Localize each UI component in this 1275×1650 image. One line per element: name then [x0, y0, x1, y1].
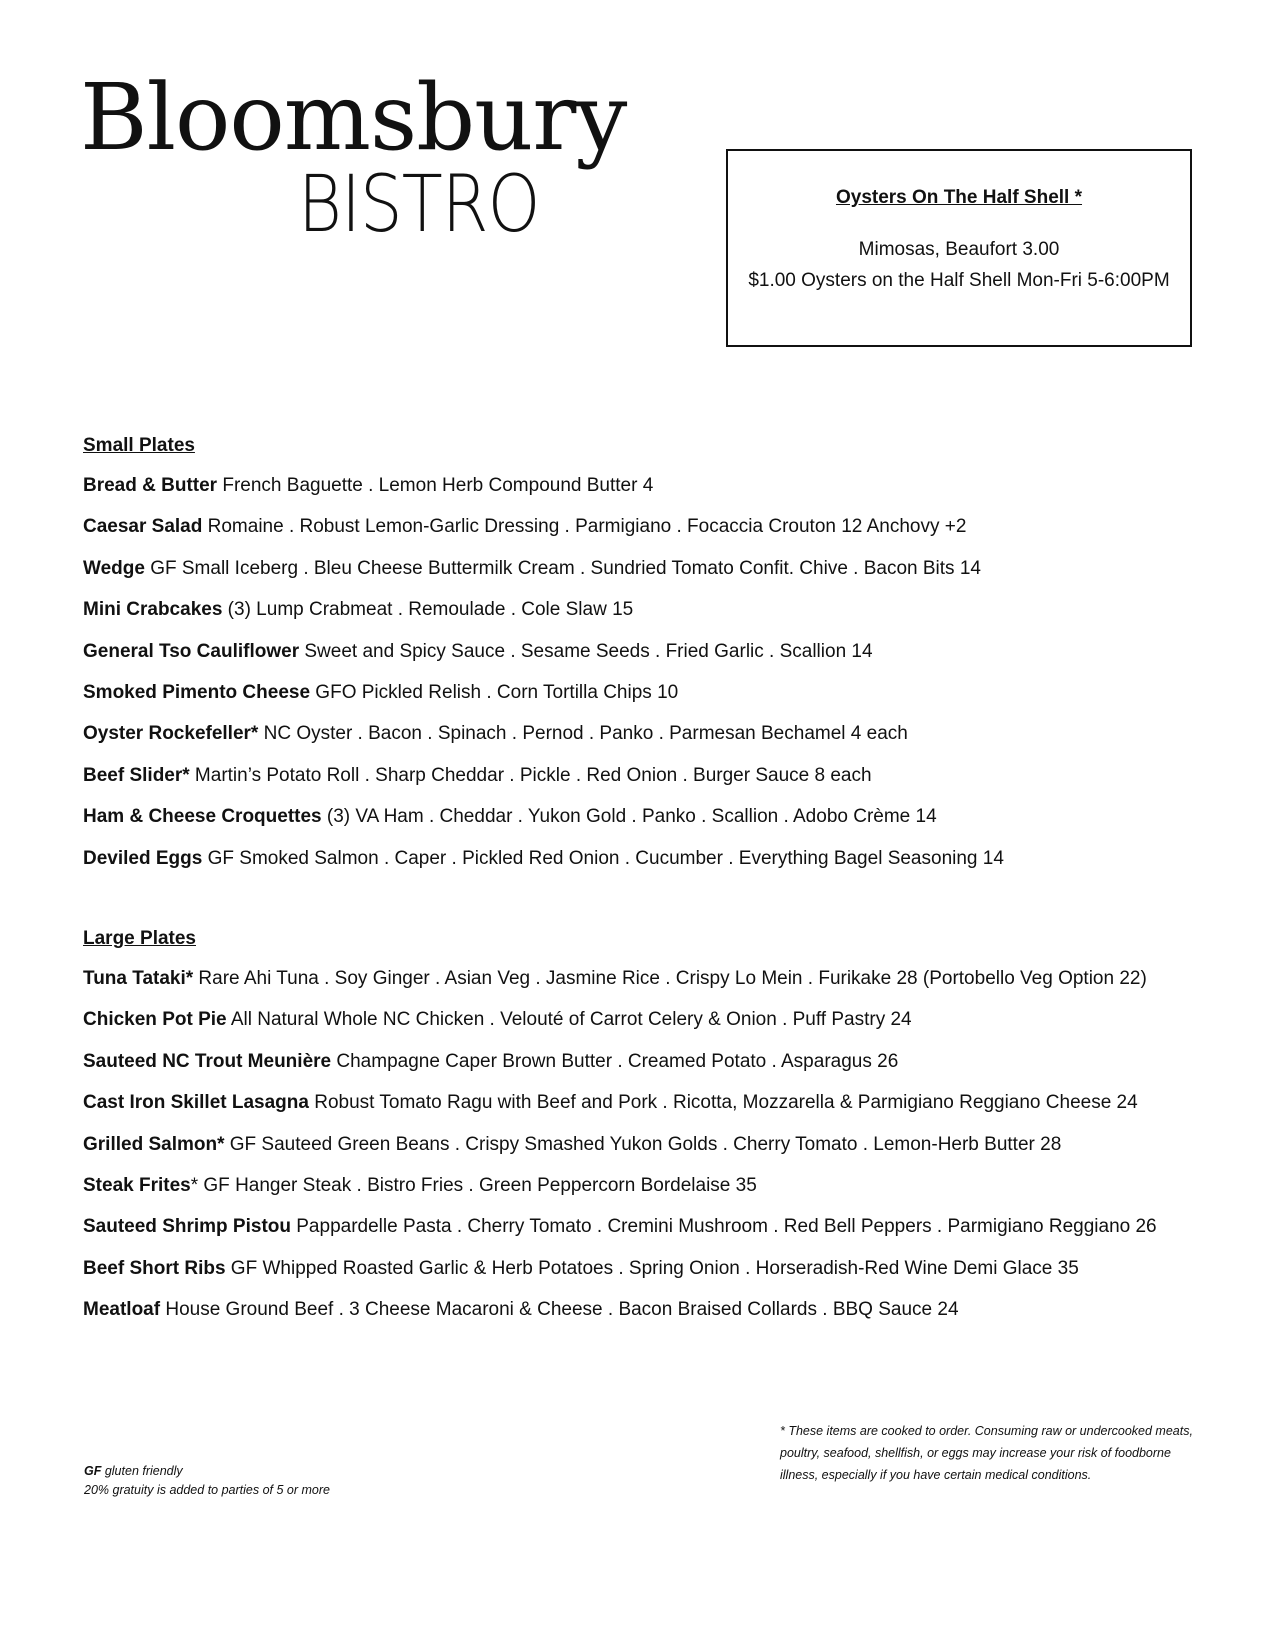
menu-item-name: Tuna Tataki* [83, 968, 194, 989]
menu-item-description: NC Oyster . Bacon . Spinach . Pernod . Panko . Parmesan Bechamel 4 each [258, 723, 908, 745]
menu-item [83, 517, 1233, 558]
menu-item [83, 476, 1233, 517]
menu-item [83, 559, 1233, 600]
menu-item-description: GF Sauteed Green Beans . Crispy Smashed Yukon Golds . Cherry Tomato . Lemon-Herb Butter 28 [224, 1133, 1062, 1155]
menu-item-name: Sauteed Shrimp Pistou [83, 1216, 291, 1238]
menu-item-description: Sweet and Spicy Sauce . Sesame Seeds . Fried Garlic . Scallion 14 [299, 640, 873, 662]
menu-item [83, 600, 1233, 641]
menu-item-name: Bread & Butter [83, 475, 218, 496]
menu-item-description: Romaine . Robust Lemon-Garlic Dressing . Parmigiano . Focaccia Crouton 12 Anchovy +2 [202, 516, 967, 538]
menu-item-name: Cast Iron Skillet Lasagna [83, 1092, 309, 1114]
menu-item [83, 1010, 1233, 1051]
menu-item-name: General Tso Cauliflower [83, 640, 300, 662]
menu-item-description: Robust Tomato Ragu with Beef and Pork . Ricotta, Mozzarella & Parmigiano Reggiano Cheese 24 [308, 1092, 1138, 1114]
menu-item-name: Sauteed NC Trout Meunière [83, 1050, 332, 1072]
promo-mimosas: Mimosas, Beaufort 3.00 [858, 239, 1060, 260]
menu-item-name: Steak Frites [83, 1174, 191, 1196]
menu-item-name: Wedge [83, 557, 145, 579]
menu-item-description: House Ground Beef . 3 Cheese Macaroni & Cheese . Bacon Braised Collards . BBQ Sauce 24 [160, 1299, 959, 1321]
menu-item-name: Oyster Rockefeller* [83, 723, 259, 745]
menu-item-description: (3) Lump Crabmeat . Remoulade . Cole Slaw 15 [222, 599, 634, 621]
menu-item [83, 807, 1233, 848]
gf-definition: gluten friendly [101, 1464, 183, 1478]
menu-item [83, 766, 1233, 807]
logo-wordmark-bloomsbury: Bloomsbury [80, 64, 627, 171]
menu-item [83, 642, 1233, 683]
oyster-promo-box [726, 149, 1192, 347]
menu-item [83, 1259, 1233, 1300]
menu-item-name: Caesar Salad [83, 516, 203, 538]
menu-item [83, 1176, 1233, 1217]
menu-item-description: All Natural Whole NC Chicken . Velouté of Carrot Celery & Onion . Puff Pastry 24 [226, 1009, 912, 1031]
menu-item [83, 1052, 1233, 1093]
gf-abbreviation: GF [84, 1464, 102, 1478]
menu-item-name: Meatloaf [83, 1299, 161, 1321]
menu-item-description: GFO Pickled Relish . Corn Tortilla Chips 10 [310, 681, 679, 703]
menu-item [83, 1300, 1233, 1341]
menu-item-name: Smoked Pimento Cheese [83, 681, 311, 703]
menu-item-name: Grilled Salmon* [83, 1133, 225, 1155]
small-plates-section [83, 436, 1233, 890]
section-title-large-plates: Large Plates [83, 928, 196, 949]
menu-item-name: Chicken Pot Pie [83, 1009, 227, 1031]
menu-item-description: * GF Hanger Steak . Bistro Fries . Green Peppercorn Bordelaise 35 [190, 1174, 757, 1196]
menu-item-description: Pappardelle Pasta . Cherry Tomato . Cremini Mushroom . Red Bell Peppers . Parmigiano Reggiano 26 [290, 1216, 1157, 1238]
promo-oyster-deal: $1.00 Oysters on the Half Shell Mon-Fri 5-6:00PM [748, 270, 1170, 291]
restaurant-logo [80, 64, 627, 250]
menu-item-name: Deviled Eggs [83, 847, 203, 869]
large-plates-section [83, 929, 1233, 1342]
menu-item-name: Ham & Cheese Croquettes [83, 806, 322, 828]
menu-item [83, 724, 1233, 765]
logo-wordmark-bistro: BISTRO [298, 160, 540, 250]
menu-item-description: French Baguette . Lemon Herb Compound Butter 4 [217, 475, 654, 496]
menu-item-description: GF Whipped Roasted Garlic & Herb Potatoes . Spring Onion . Horseradish-Red Wine Demi Glace 35 [225, 1257, 1079, 1279]
footnote-consumer-advisory: * These items are cooked to order. Consuming raw or undercooked meats, poultry, seafood, shellfish, or eggs may increase your risk of foodborne illness, especially if you have certain medical conditions. [780, 1424, 1193, 1482]
menu-item-name: Beef Short Ribs [83, 1257, 226, 1279]
menu-item [83, 1217, 1233, 1258]
menu-item-name: Mini Crabcakes [83, 599, 223, 621]
footnote-gratuity: 20% gratuity is added to parties of 5 or more [84, 1483, 330, 1497]
menu-item [83, 969, 1233, 1010]
menu-item-name: Beef Slider* [83, 764, 190, 786]
menu-item [83, 849, 1233, 890]
menu-item-description: GF Smoked Salmon . Caper . Pickled Red Onion . Cucumber . Everything Bagel Seasoning 14 [202, 847, 1004, 869]
menu-item [83, 683, 1233, 724]
menu-item [83, 1135, 1233, 1176]
footnote-gf-line [84, 1462, 330, 1481]
menu-item-description: Martin’s Potato Roll . Sharp Cheddar . Pickle . Red Onion . Burger Sauce 8 each [189, 764, 872, 786]
menu-item [83, 1093, 1233, 1134]
menu-item-description: (3) VA Ham . Cheddar . Yukon Gold . Panko . Scallion . Adobo Crème 14 [321, 806, 937, 828]
menu-item-description: Champagne Caper Brown Butter . Creamed Potato . Asparagus 26 [331, 1050, 899, 1072]
promo-title: Oysters On The Half Shell * [835, 187, 1083, 208]
section-title-small-plates: Small Plates [83, 435, 195, 456]
menu-item-description: Rare Ahi Tuna . Soy Ginger . Asian Veg . Jasmine Rice . Crispy Lo Mein . Furikake 28 (Portobello Veg Option 22) [193, 968, 1147, 989]
footnote-gf-gratuity [84, 1462, 330, 1500]
menu-item-description: GF Small Iceberg . Bleu Cheese Buttermilk Cream . Sundried Tomato Confit. Chive . Bacon Bits 14 [144, 557, 981, 579]
